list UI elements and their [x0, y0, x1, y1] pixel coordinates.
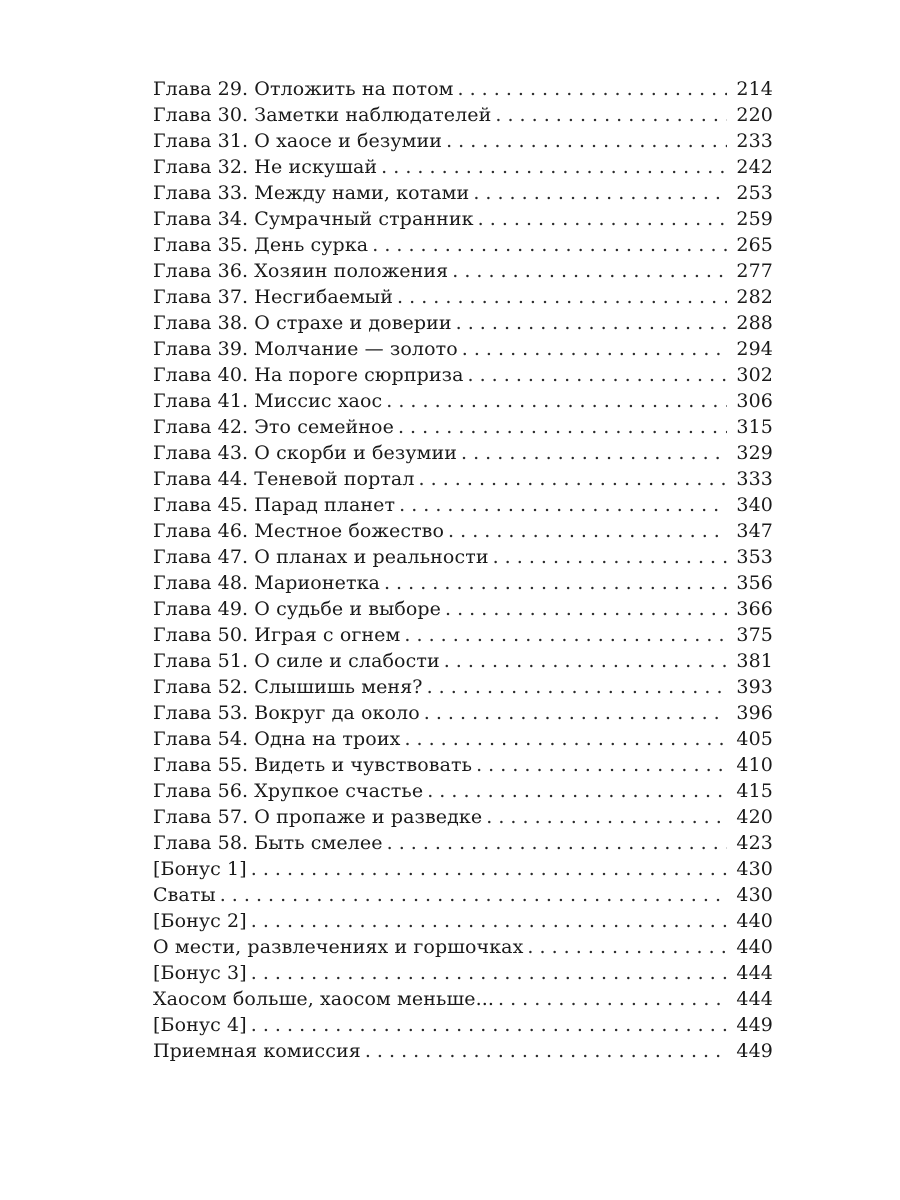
toc-entry — [153, 440, 773, 466]
toc-leader-dots — [251, 908, 727, 934]
toc-entry-title: [Бонус 4] — [153, 1014, 247, 1036]
toc-entry-title: Глава 50. Играя с огнем — [153, 624, 401, 646]
toc-entry — [153, 1012, 773, 1038]
toc-entry-title: Глава 53. Вокруг да около — [153, 702, 420, 724]
toc-entry-page-number: 410 — [736, 754, 773, 776]
toc-entry-page-number: 405 — [736, 728, 773, 750]
toc-entry-title: Глава 32. Не искушай — [153, 156, 378, 178]
toc-entry-page-number: 440 — [736, 910, 773, 932]
toc-entry — [153, 544, 773, 570]
toc-entry-page-number: 375 — [736, 624, 773, 646]
toc-entry — [153, 388, 773, 414]
toc-entry-title: Глава 57. О пропаже и разведке — [153, 806, 483, 828]
toc-entry-title: Глава 54. Одна на троих — [153, 728, 401, 750]
toc-leader-dots — [448, 518, 727, 544]
toc-entry-page-number: 430 — [736, 884, 773, 906]
toc-leader-dots — [476, 752, 727, 778]
toc-entry — [153, 726, 773, 752]
toc-entry-page-number: 420 — [736, 806, 773, 828]
toc-leader-dots — [397, 284, 727, 310]
toc-entry-title: Глава 37. Несгибаемый — [153, 286, 394, 308]
toc-entry — [153, 908, 773, 934]
toc-entry-title: Глава 55. Видеть и чувствовать — [153, 754, 473, 776]
toc-entry-title: Глава 39. Молчание — золото — [153, 338, 458, 360]
toc-leader-dots — [462, 336, 727, 362]
toc-entry-page-number: 353 — [736, 546, 773, 568]
toc-entry — [153, 232, 773, 258]
toc-entry-page-number: 329 — [736, 442, 773, 464]
toc-leader-dots — [365, 1038, 727, 1064]
toc-entry — [153, 154, 773, 180]
toc-entry-page-number: 214 — [736, 78, 773, 100]
toc-leader-dots — [427, 674, 727, 700]
toc-entry — [153, 882, 773, 908]
toc-leader-dots — [386, 388, 727, 414]
toc-entry — [153, 206, 773, 232]
toc-entry-title: Глава 47. О планах и реальности — [153, 546, 489, 568]
toc-leader-dots — [399, 492, 727, 518]
toc-entry-title: [Бонус 3] — [153, 962, 247, 984]
toc-entry-page-number: 444 — [736, 962, 773, 984]
toc-leader-dots — [404, 622, 727, 648]
toc-leader-dots — [381, 154, 727, 180]
toc-leader-dots — [473, 180, 727, 206]
toc-entry — [153, 128, 773, 154]
toc-leader-dots — [468, 362, 727, 388]
toc-leader-dots — [419, 466, 727, 492]
toc-entry-title: Глава 30. Заметки наблюдателей — [153, 104, 492, 126]
toc-entry — [153, 102, 773, 128]
toc-entry-page-number: 242 — [736, 156, 773, 178]
toc-entry-title: [Бонус 2] — [153, 910, 247, 932]
toc-entry-page-number: 440 — [736, 936, 773, 958]
toc-entry — [153, 804, 773, 830]
toc-entry-page-number: 415 — [736, 780, 773, 802]
toc-entry-title: Глава 49. О судьбе и выборе — [153, 598, 442, 620]
toc-leader-dots — [251, 960, 727, 986]
toc-leader-dots — [495, 102, 727, 128]
toc-leader-dots — [527, 934, 727, 960]
toc-entry-page-number: 356 — [736, 572, 773, 594]
toc-entry-title: Глава 58. Быть смелее — [153, 832, 383, 854]
toc-leader-dots — [372, 232, 727, 258]
toc-entry-title: Глава 51. О силе и слабости — [153, 650, 440, 672]
toc-leader-dots — [398, 414, 727, 440]
toc-entry-page-number: 315 — [736, 416, 773, 438]
toc-entry-page-number: 347 — [736, 520, 773, 542]
toc-entry-title: Глава 34. Сумрачный странник — [153, 208, 474, 230]
toc-entry-page-number: 393 — [736, 676, 773, 698]
toc-entry — [153, 960, 773, 986]
toc-leader-dots — [424, 700, 727, 726]
toc-entry-page-number: 381 — [736, 650, 773, 672]
toc-entry-title: Глава 33. Между нами, котами — [153, 182, 470, 204]
toc-entry — [153, 466, 773, 492]
toc-entry — [153, 648, 773, 674]
toc-entry — [153, 622, 773, 648]
toc-entry — [153, 76, 773, 102]
toc-entry-title: Глава 40. На пороге сюрприза — [153, 364, 464, 386]
toc-entry-page-number: 333 — [736, 468, 773, 490]
toc-entry — [153, 778, 773, 804]
toc-leader-dots — [493, 544, 727, 570]
toc-entry-title: [Бонус 1] — [153, 858, 247, 880]
toc-entry — [153, 258, 773, 284]
toc-entry-title: О мести, развлечениях и горшочках — [153, 936, 524, 958]
toc-entry-page-number: 449 — [736, 1014, 773, 1036]
toc-entry-title: Глава 44. Теневой портал — [153, 468, 415, 490]
toc-entry — [153, 362, 773, 388]
toc-entry-title: Глава 36. Хозяин положения — [153, 260, 449, 282]
toc-entry-title: Глава 45. Парад планет — [153, 494, 396, 516]
toc-entry-title: Глава 43. О скорби и безумии — [153, 442, 458, 464]
toc-entry-page-number: 449 — [736, 1040, 773, 1062]
toc-entry-page-number: 288 — [736, 312, 773, 334]
toc-leader-dots — [251, 856, 727, 882]
toc-entry-page-number: 306 — [736, 390, 773, 412]
toc-entry — [153, 1038, 773, 1064]
toc-entry-page-number: 430 — [736, 858, 773, 880]
toc-leader-dots — [456, 310, 727, 336]
toc-entry-title: Глава 48. Марионетка — [153, 572, 380, 594]
toc-leader-dots — [446, 128, 727, 154]
toc-entry-title: Хаосом больше, хаосом меньше... — [153, 988, 495, 1010]
toc-entry — [153, 830, 773, 856]
toc-leader-dots — [444, 648, 727, 674]
toc-entry — [153, 700, 773, 726]
toc-entry-title: Глава 46. Местное божество — [153, 520, 445, 542]
toc-entry-title: Глава 38. О страхе и доверии — [153, 312, 452, 334]
toc-leader-dots — [486, 804, 727, 830]
toc-leader-dots — [458, 76, 728, 102]
toc-leader-dots — [384, 570, 727, 596]
toc-entry — [153, 674, 773, 700]
toc-entry-page-number: 277 — [736, 260, 773, 282]
toc-entry-page-number: 396 — [736, 702, 773, 724]
toc-leader-dots — [478, 206, 727, 232]
toc-entry-title: Сваты — [153, 884, 216, 906]
toc-leader-dots — [498, 986, 727, 1012]
toc-entry — [153, 414, 773, 440]
toc-entry — [153, 856, 773, 882]
toc-entry — [153, 284, 773, 310]
toc-entry-page-number: 340 — [736, 494, 773, 516]
toc-entry-title: Глава 56. Хрупкое счастье — [153, 780, 424, 802]
toc-entry — [153, 570, 773, 596]
toc-entry-page-number: 233 — [736, 130, 773, 152]
toc-leader-dots — [387, 830, 727, 856]
toc-entry-page-number: 265 — [736, 234, 773, 256]
toc-entry-page-number: 259 — [736, 208, 773, 230]
toc-leader-dots — [220, 882, 727, 908]
toc-entry-title: Глава 29. Отложить на потом — [153, 78, 454, 100]
toc-entry — [153, 934, 773, 960]
toc-leader-dots — [452, 258, 727, 284]
toc-entry-title: Приемная комиссия — [153, 1040, 361, 1062]
toc-entry — [153, 310, 773, 336]
toc-entry — [153, 336, 773, 362]
toc-leader-dots — [445, 596, 727, 622]
toc-leader-dots — [404, 726, 727, 752]
toc-entry — [153, 180, 773, 206]
toc-entry-title: Глава 41. Миссис хаос — [153, 390, 383, 412]
toc-entry — [153, 752, 773, 778]
toc-entry-title: Глава 42. Это семейное — [153, 416, 394, 438]
toc-entry — [153, 596, 773, 622]
table-of-contents — [153, 76, 773, 1064]
toc-entry-page-number: 423 — [736, 832, 773, 854]
toc-entry-page-number: 366 — [736, 598, 773, 620]
toc-entry-page-number: 444 — [736, 988, 773, 1010]
toc-entry-page-number: 253 — [736, 182, 773, 204]
toc-entry — [153, 492, 773, 518]
toc-entry-page-number: 302 — [736, 364, 773, 386]
toc-entry-page-number: 294 — [736, 338, 773, 360]
toc-entry — [153, 986, 773, 1012]
toc-leader-dots — [427, 778, 727, 804]
toc-entry-title: Глава 35. День сурка — [153, 234, 369, 256]
toc-leader-dots — [461, 440, 727, 466]
toc-entry-title: Глава 31. О хаосе и безумии — [153, 130, 443, 152]
toc-entry-title: Глава 52. Слышишь меня? — [153, 676, 423, 698]
toc-entry — [153, 518, 773, 544]
toc-leader-dots — [251, 1012, 727, 1038]
toc-entry-page-number: 282 — [736, 286, 773, 308]
toc-entry-page-number: 220 — [736, 104, 773, 126]
